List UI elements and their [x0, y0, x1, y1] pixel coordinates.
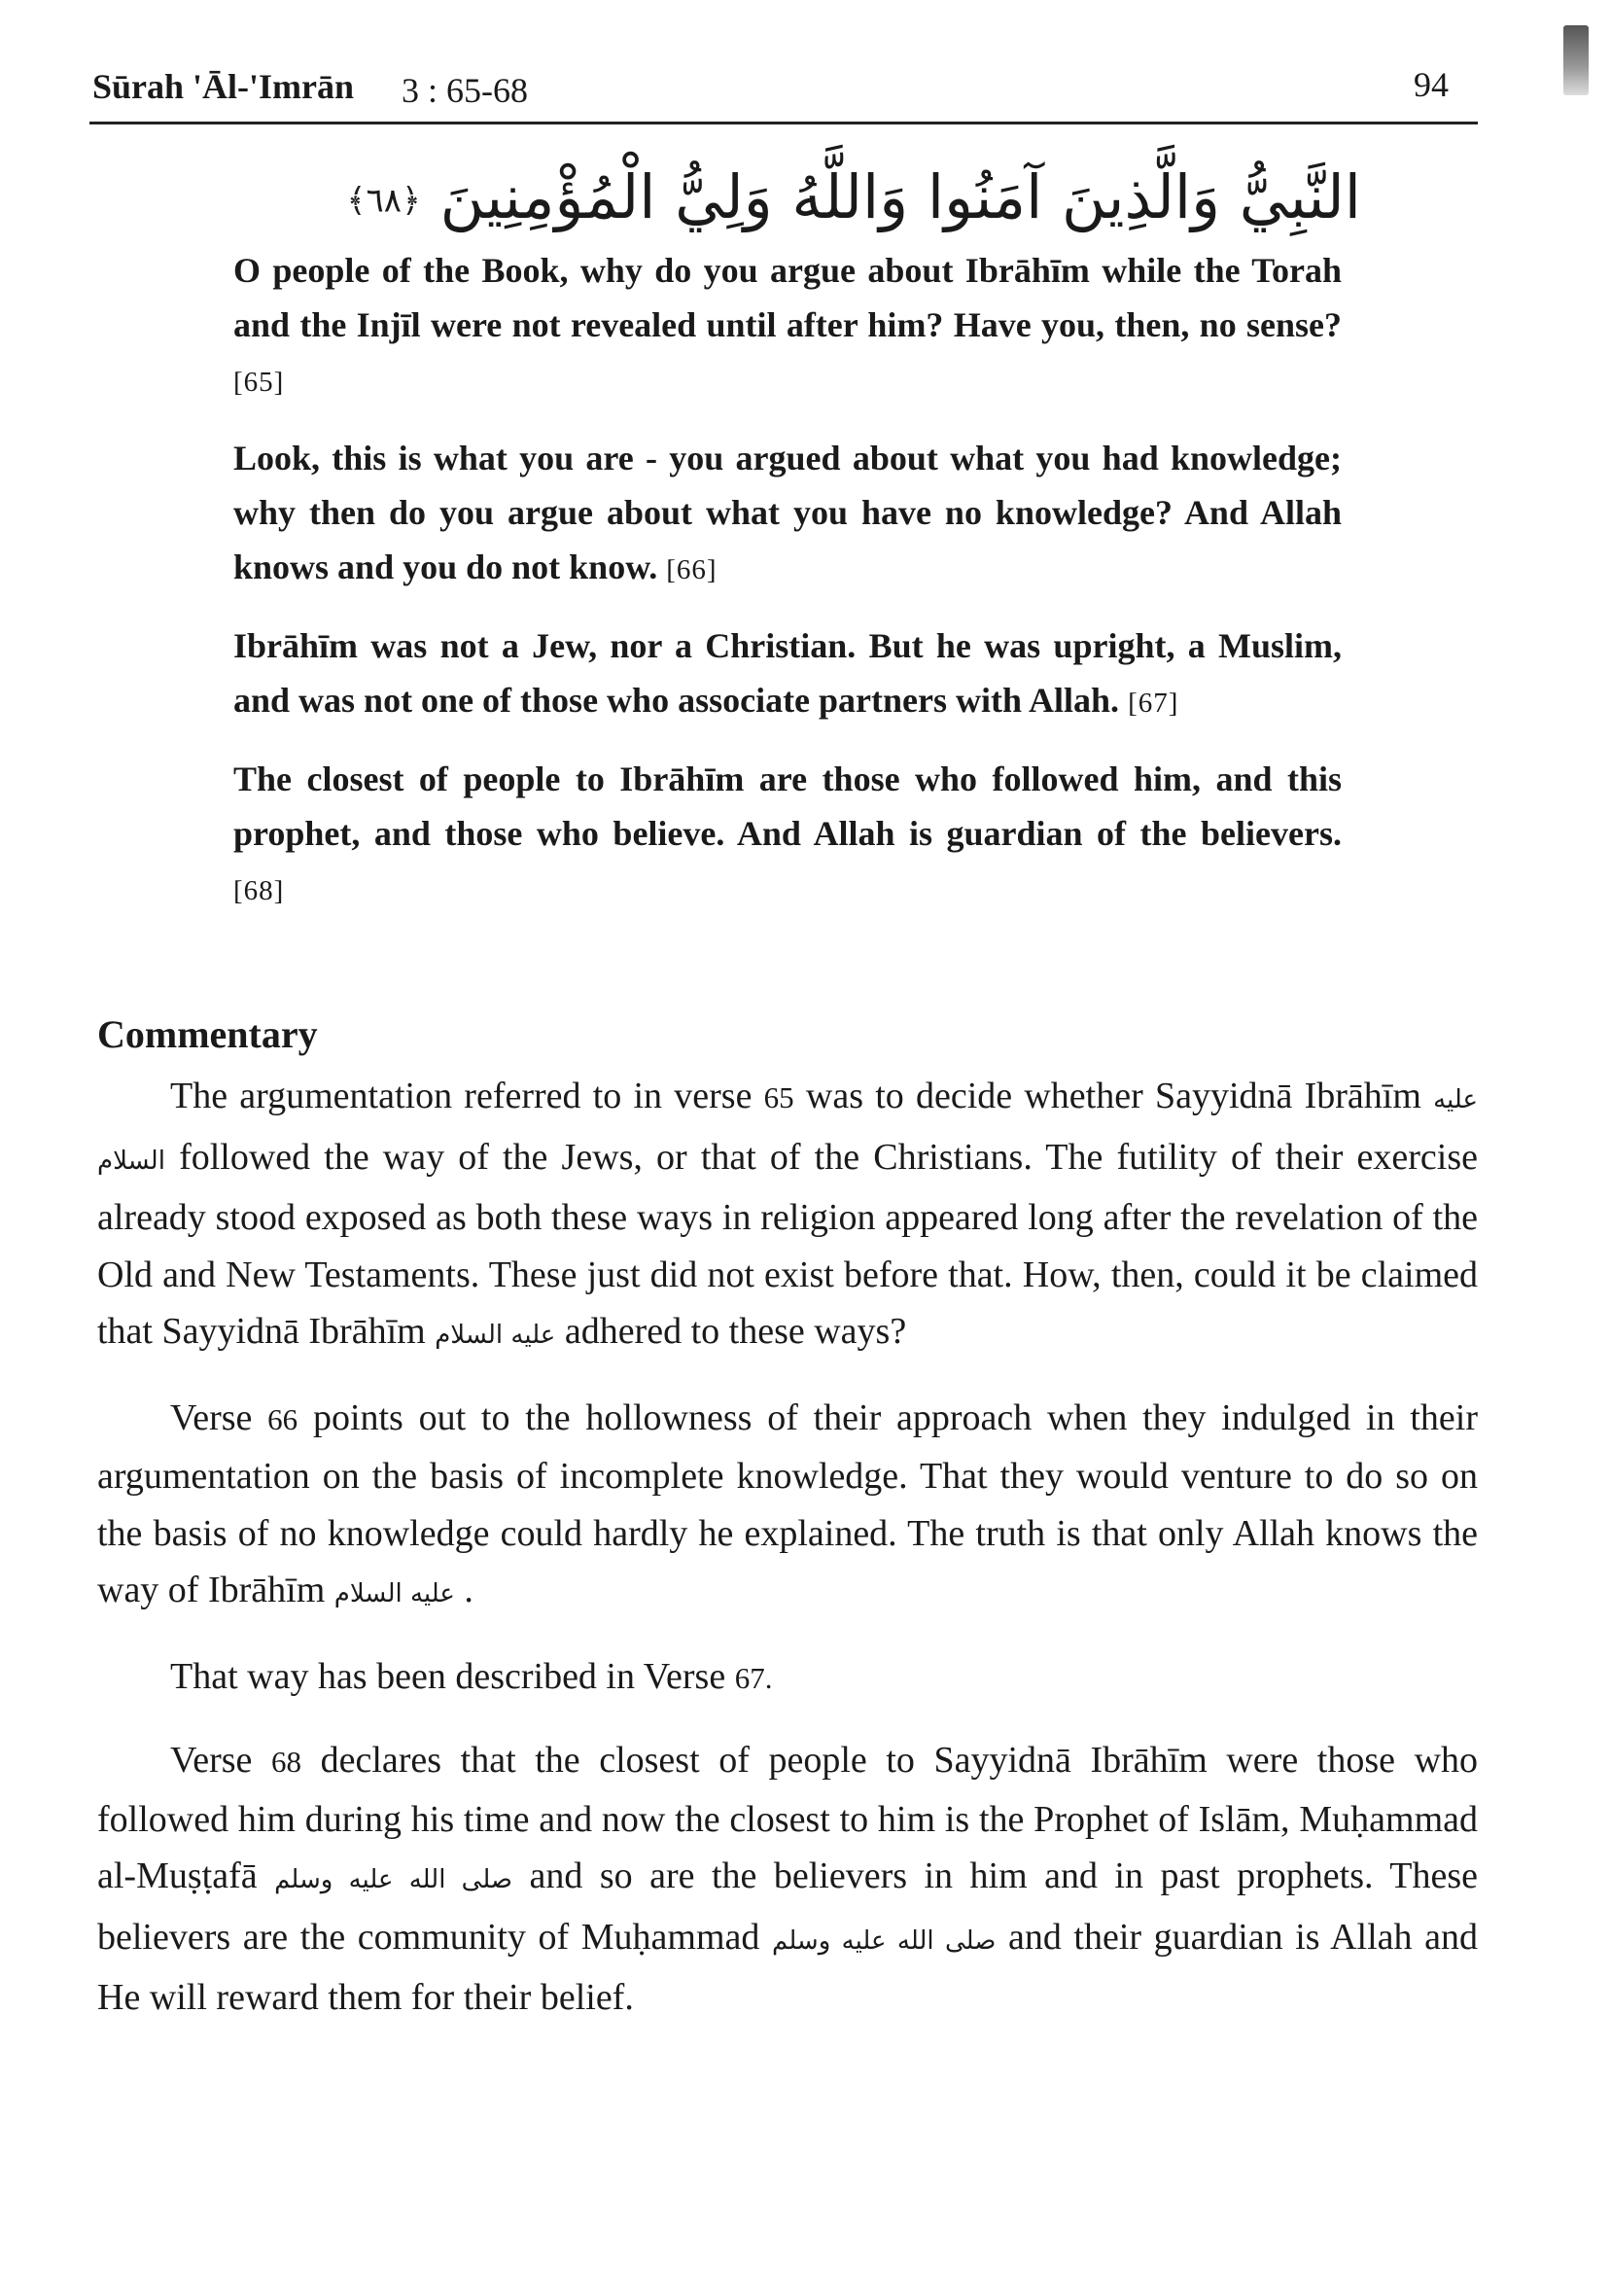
commentary-text: . — [464, 1570, 473, 1610]
commentary-text: The argumentation referred to in verse — [170, 1076, 753, 1116]
commentary-text: That way has been described in Verse — [170, 1655, 726, 1697]
arabic-verse — [346, 146, 1361, 248]
translation-text: Look, this is what you are - you argued about what you had knowledge; why then do you argue about what you have no knowledge? And Allah knows and you do not know. — [233, 439, 1342, 586]
scan-edge-mark — [1563, 25, 1589, 95]
arabic-verse-text: النَّبِيُّ وَالَّذِينَ آمَنُوا وَاللَّهُ وَلِيُّ الْمُؤْمِنِينَ — [439, 161, 1361, 232]
translation-text: The closest of people to Ibrāhīm are those who followed him, and this prophet, and those who believe. And Allah is guardian of the believers. — [233, 759, 1342, 853]
commentary-paragraph — [97, 1732, 1478, 2027]
verse-end-marker: ﴿٦٨﴾ — [346, 181, 421, 221]
translation-verse-68 — [233, 752, 1342, 918]
verse-ref-number: 66 — [267, 1401, 298, 1436]
verse-ref-number: 68 — [271, 1745, 301, 1779]
commentary-text: and so are the believers in him and in past prophets. These believers are the community of Muḥammad — [97, 1855, 1479, 1958]
running-header — [92, 58, 1478, 117]
arabic-honorific: عليه السلام — [435, 1321, 556, 1350]
commentary-paragraph — [97, 1390, 1478, 1623]
commentary-text: adhered to these ways? — [564, 1311, 907, 1352]
verse-ref-number: 65 — [763, 1080, 794, 1114]
verse-number: [67] — [1128, 688, 1179, 719]
verse-number: [65] — [233, 367, 285, 398]
arabic-honorific: صلى الله عليه وسلم — [772, 1925, 997, 1956]
translation-text: Ibrāhīm was not a Jew, nor a Christian. But he was upright, a Muslim, and was not one of those who associate partners with Allah. — [233, 626, 1342, 720]
commentary-paragraph — [97, 1648, 1478, 1708]
verse-number: [66] — [666, 554, 718, 585]
translation-block — [233, 243, 1342, 939]
verse-ref-number: 67. — [734, 1660, 773, 1695]
translation-verse-65 — [233, 243, 1342, 409]
translation-verse-67 — [233, 618, 1342, 730]
header-rule — [89, 122, 1478, 124]
commentary-text: was to decide whether Sayyidnā Ibrāhīm — [805, 1076, 1421, 1116]
commentary-heading: Commentary — [97, 1012, 318, 1056]
commentary-text: points out to the hollowness of their approach when they indulged in their argumentation on the basis of incomplete knowledge. That they would venture to do so on the basis of no knowledge could hardly he explained. The truth is that only Allah knows the way of Ibrāhīm — [97, 1396, 1478, 1610]
commentary-text: Verse — [170, 1396, 253, 1438]
commentary-text: Verse — [170, 1740, 253, 1781]
arabic-honorific: صلى الله عليه وسلم — [274, 1865, 513, 1894]
verse-range: 3 : 65-68 — [402, 71, 528, 110]
commentary-paragraph — [97, 1068, 1478, 1364]
commentary-text: and their guardian is Allah and He will reward them for their belief. — [97, 1916, 1478, 2018]
arabic-honorific: عليه السلام — [333, 1579, 455, 1608]
verse-number: [68] — [233, 875, 285, 906]
translation-verse-66 — [233, 431, 1342, 597]
commentary-text: declares that the closest of people to Sayyidnā Ibrāhīm were those who followed him during his time and now the closest to him is the Prophet of Islām, Muḥammad al-Muṣṭafā — [97, 1740, 1479, 1896]
commentary-body — [97, 1068, 1478, 2052]
translation-text: O people of the Book, why do you argue about Ibrāhīm while the Torah and the Injīl were not revealed until after him? Have you, then, no sense? — [233, 251, 1342, 344]
commentary-text: followed the way of the Jews, or that of the Christians. The futility of their exercise already stood exposed as both these ways in religion appeared long after the revelation of the Old and New Testaments. These just did not exist before that. How, then, could it be claimed that Sayyidnā Ibrāhīm — [97, 1136, 1478, 1352]
page-number: 94 — [1414, 65, 1449, 104]
arabic-honorific: عليه السلام — [97, 1085, 1478, 1176]
surah-title: Sūrah 'Āl-'Imrān — [92, 67, 355, 106]
